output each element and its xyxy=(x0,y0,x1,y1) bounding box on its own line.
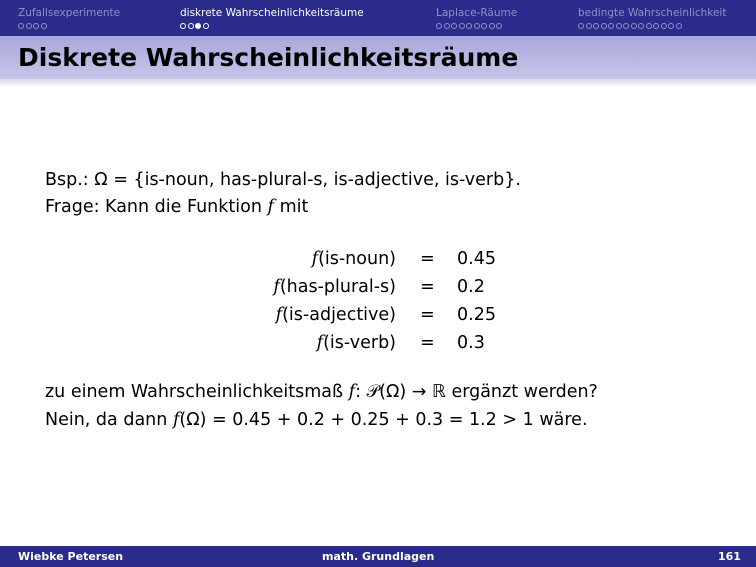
footer-bar xyxy=(0,546,756,567)
example-line xyxy=(45,170,521,190)
equation-lhs: f(is-verb) xyxy=(316,333,396,353)
answer-text: Nein, da dann xyxy=(45,410,168,430)
slide-dot[interactable] xyxy=(616,23,622,29)
slide-dot[interactable] xyxy=(26,23,32,29)
slide-dot[interactable] xyxy=(466,23,472,29)
measure-math: : 𝒫(Ω) → ℝ xyxy=(355,382,446,402)
slide-dot[interactable] xyxy=(623,23,629,29)
slide-dot[interactable] xyxy=(646,23,652,29)
equation-sign: = xyxy=(420,305,435,325)
slide-dot[interactable] xyxy=(188,23,194,29)
slide-dot[interactable] xyxy=(608,23,614,29)
equation-sign: = xyxy=(420,277,435,297)
slide-dot[interactable] xyxy=(481,23,487,29)
nav-section-title[interactable]: Zufallsexperimente xyxy=(18,7,121,19)
nav-dots xyxy=(436,23,502,32)
equation-lhs: f(is-adjective) xyxy=(275,305,396,325)
current-slide-dot[interactable] xyxy=(195,23,201,29)
slide-dot[interactable] xyxy=(676,23,682,29)
slide-dot[interactable] xyxy=(474,23,480,29)
nav-section-title[interactable]: bedingte Wahrscheinlichkeit xyxy=(578,7,727,19)
function-symbol: f xyxy=(172,410,180,430)
bsp-prefix: Bsp.: xyxy=(45,170,89,190)
function-symbol: f xyxy=(267,197,274,217)
measure-end: ergänzt werden? xyxy=(451,382,598,402)
measure-line xyxy=(45,382,598,402)
slide-dot[interactable] xyxy=(601,23,607,29)
question-mit: mit xyxy=(279,197,309,217)
footer-short-title: math. Grundlagen xyxy=(322,550,435,563)
measure-text: zu einem Wahrscheinlichkeitsmaß xyxy=(45,382,344,402)
equation-value: 0.25 xyxy=(457,305,496,325)
slide-dot[interactable] xyxy=(489,23,495,29)
footer-author: Wiebke Petersen xyxy=(18,550,124,563)
equation-sign: = xyxy=(420,249,435,269)
answer-math: (Ω) = 0.45 + 0.2 + 0.25 + 0.3 = 1.2 > 1 xyxy=(179,410,534,430)
answer-end: wäre. xyxy=(539,410,588,430)
slide-dot[interactable] xyxy=(661,23,667,29)
nav-dots xyxy=(180,23,209,32)
slide-dot[interactable] xyxy=(496,23,502,29)
equation-value: 0.3 xyxy=(457,333,485,353)
question-text: Frage: Kann die Funktion xyxy=(45,197,262,217)
slide-dot[interactable] xyxy=(180,23,186,29)
slide-dot[interactable] xyxy=(33,23,39,29)
frame-title: Diskrete Wahrscheinlichkeitsräume xyxy=(18,43,519,72)
slide-dot[interactable] xyxy=(586,23,592,29)
frame-title-shadow xyxy=(0,79,756,87)
slide-dot[interactable] xyxy=(631,23,637,29)
function-symbol: f xyxy=(348,382,356,402)
slide-dot[interactable] xyxy=(18,23,24,29)
slide-dot[interactable] xyxy=(653,23,659,29)
slide-dot[interactable] xyxy=(436,23,442,29)
equation-value: 0.45 xyxy=(457,249,496,269)
equation-lhs: f(has-plural-s) xyxy=(273,277,396,297)
nav-section-title[interactable]: diskrete Wahrscheinlichkeitsräume xyxy=(180,7,364,19)
slide-dot[interactable] xyxy=(593,23,599,29)
equation-lhs: f(is-noun) xyxy=(311,249,396,269)
slide-dot[interactable] xyxy=(444,23,450,29)
nav-dots xyxy=(18,23,47,32)
slide-dot[interactable] xyxy=(459,23,465,29)
slide-dot[interactable] xyxy=(638,23,644,29)
nav-dots xyxy=(578,23,682,32)
nav-section-title[interactable]: Laplace-Räume xyxy=(436,7,518,19)
answer-line xyxy=(45,410,588,430)
section-navigation xyxy=(0,0,756,36)
page-number: 161 xyxy=(718,550,741,563)
slide-dot[interactable] xyxy=(203,23,209,29)
equation-value: 0.2 xyxy=(457,277,485,297)
question-line xyxy=(45,197,308,217)
slide-dot[interactable] xyxy=(41,23,47,29)
equation-sign: = xyxy=(420,333,435,353)
slide-dot[interactable] xyxy=(578,23,584,29)
slide-dot[interactable] xyxy=(451,23,457,29)
omega-set: Ω = {is-noun, has-plural-s, is-adjective, is-verb}. xyxy=(94,170,521,190)
slide-dot[interactable] xyxy=(668,23,674,29)
